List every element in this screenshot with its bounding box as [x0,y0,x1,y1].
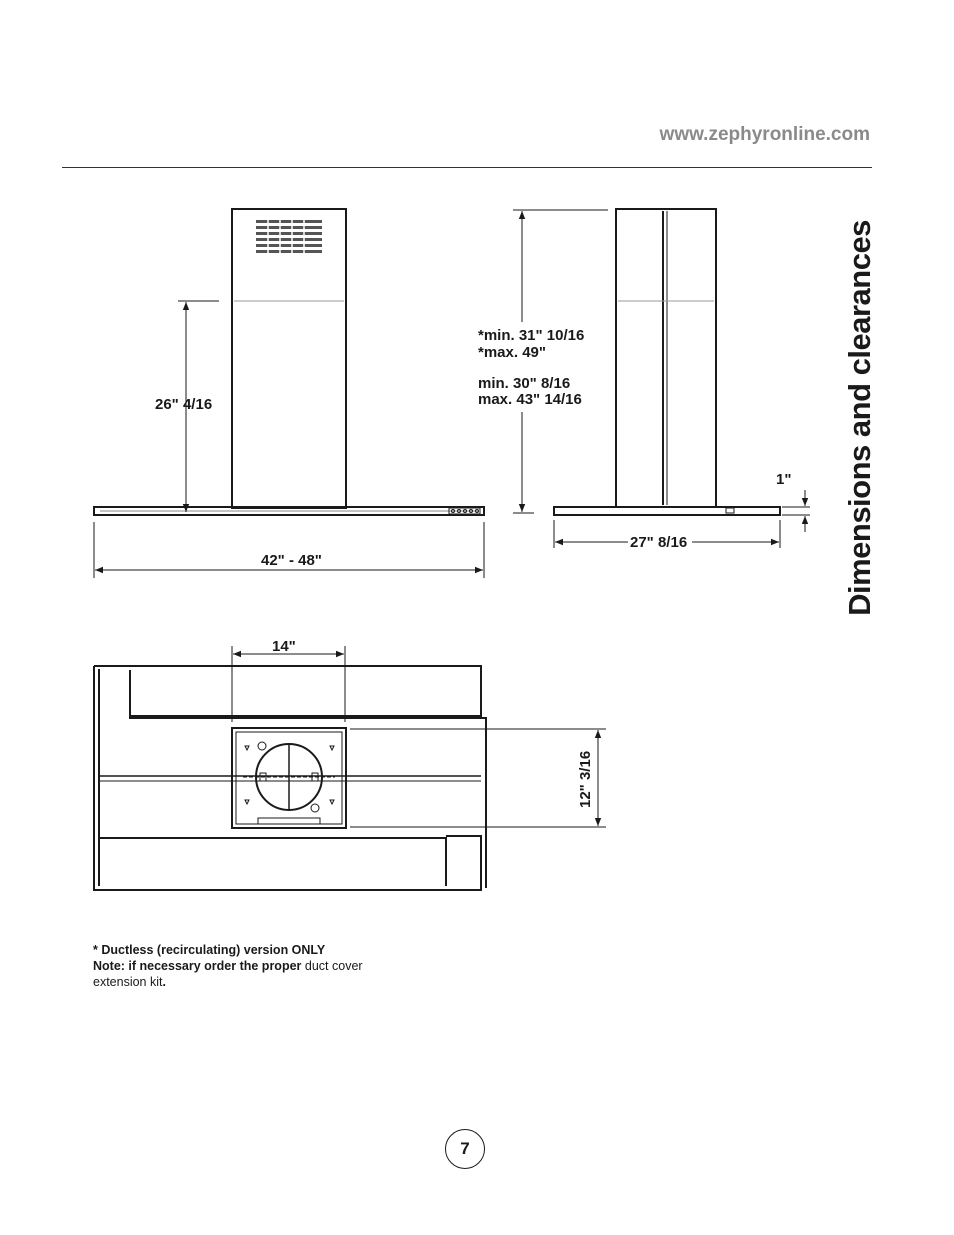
website-url[interactable]: www.zephyronline.com [659,124,870,145]
top-view [94,646,606,890]
duct-collar-icon [243,742,335,812]
front-view [94,209,484,578]
side-depth-label: 27" 8/16 [630,534,688,551]
duct-cover-note: Note: if necessary order the proper duct cover extension kit. [93,959,363,989]
side-canopy [554,507,780,515]
section-title: Dimensions and clearances [842,220,877,616]
ducted-min-label: min. 30" 8/16 [478,375,571,392]
chimney-depth-label: 12" 3/16 [577,750,594,808]
chimney-width-dimension [232,646,345,722]
canopy-thickness-label: 1" [776,471,792,488]
ductless-note: * Ductless (recirculating) version ONLY [93,943,326,957]
canopy-thickness-dimension [782,490,810,532]
front-chimney [232,209,346,508]
top-canopy-outline [94,666,486,890]
front-width-label: 42" - 48" [261,552,322,569]
chimney-depth-dimension [350,729,606,827]
chimney-width-label: 14" [272,638,296,655]
ductless-max-label: *max. 49" [478,344,546,361]
vent-grille-icon [256,219,322,254]
page-number: 7 [445,1129,485,1169]
footnotes [93,942,413,990]
ducted-max-label: max. 43" 14/16 [478,391,582,408]
side-chimney [616,209,716,507]
front-height-label: 26" 4/16 [155,396,213,413]
ductless-min-label: *min. 31" 10/16 [478,327,585,344]
